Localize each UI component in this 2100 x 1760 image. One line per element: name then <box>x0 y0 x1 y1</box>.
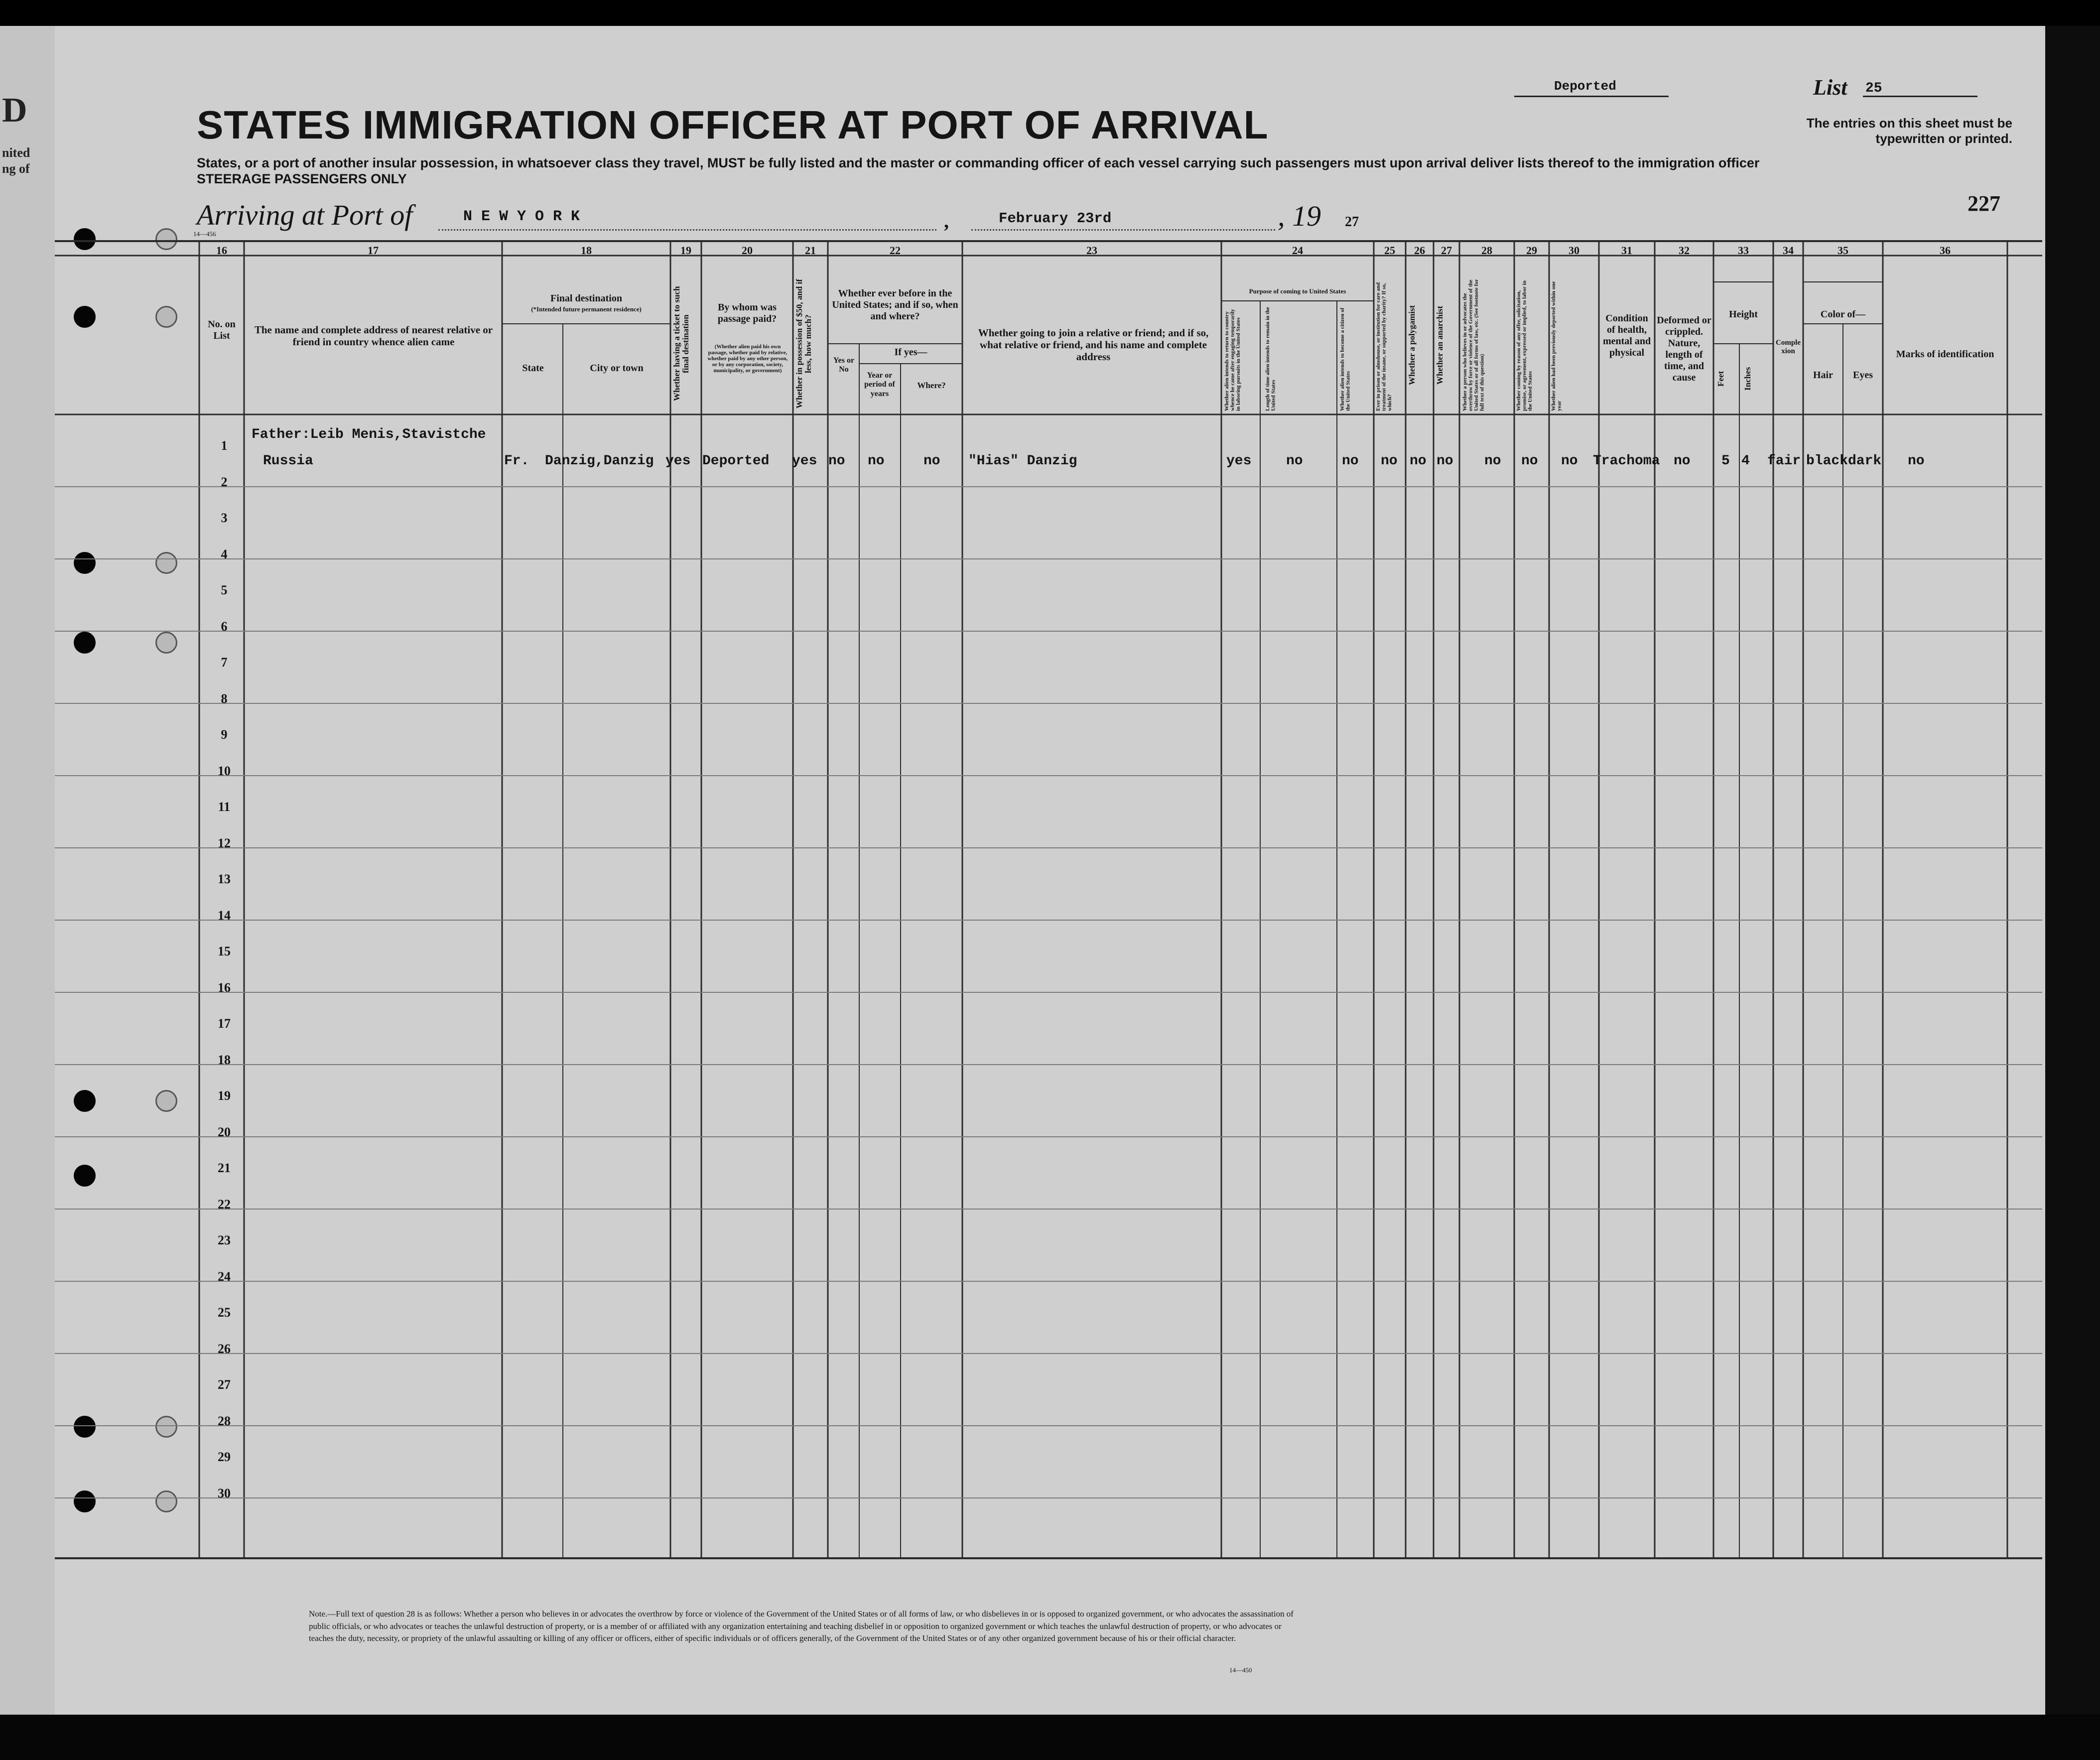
colnum-17: 17 <box>368 244 379 257</box>
entry-feet: 5 <box>1721 453 1730 469</box>
row-number: 17 <box>218 1016 231 1031</box>
row-number: 30 <box>218 1486 231 1500</box>
entry-citizen: no <box>1342 453 1359 469</box>
page-subtitle: States, or a port of another insular possession, in whatsoever class they travel, MUST be fully listed and the master or commanding officer of each vessel carrying such passengers must upon arrival deliver lists thereof to the immigration officer <box>197 155 1760 170</box>
row-number: 29 <box>218 1450 231 1464</box>
entry-deformed: no <box>1674 453 1691 469</box>
entry-inches: 4 <box>1741 453 1750 469</box>
row-number: 3 <box>221 511 228 525</box>
colnum-31: 31 <box>1621 244 1632 257</box>
footnote: Note.—Full text of question 28 is as follows: Whether a person who believes in or advocates the overthrow by force or violence of the Government of the United States or of all forms of law, or who disbelieves in or is opposed to organized government, or who advocates the assassination of public officials, or who advocates or teaches the unlawful destruction of property, or is a member of or affiliated with any organization entertaining and teaching disbelief in or opposition to organized government or which teaches the unlawful destruction of property, or who advocates or teaches the duty, necessity, or propriety of the unlawful assaulting or killing of any officer or officers, either of specific individuals or of officers generally, of the Government of the United States or of any other organized government because of his or their official character. <box>309 1609 1294 1643</box>
colnum-23: 23 <box>1086 244 1097 257</box>
row-number: 6 <box>221 619 228 634</box>
edge-text-1: nited <box>2 145 30 160</box>
row-number: 8 <box>221 691 228 706</box>
entry-relative-line2: Russia <box>263 453 313 469</box>
colnum-36: 36 <box>1940 244 1951 257</box>
colnum-24: 24 <box>1292 244 1303 257</box>
row-number: 14 <box>218 908 231 923</box>
arriving-label: Arriving at Port of <box>197 199 413 231</box>
entry-complexion: fair <box>1767 453 1801 469</box>
header-purpose-length: Length of time alien intends to remain in the United States <box>1265 307 1277 411</box>
entry-state: Fr. <box>504 453 529 469</box>
entry-overthrow: no <box>1484 453 1501 469</box>
entry-anarchist: no <box>1437 453 1453 469</box>
entry-money: yes <box>792 453 817 469</box>
entry-return: yes <box>1226 453 1252 469</box>
header-if-yes: If yes— <box>894 347 927 358</box>
port-value: N E W Y O R K <box>463 208 580 225</box>
header-inches: Inches <box>1743 367 1752 391</box>
row-number: 4 <box>221 546 228 561</box>
entry-joining: "Hias" Danzig <box>968 453 1077 469</box>
row-number: 11 <box>218 800 231 814</box>
instructions: The entries on this sheet must be typewritten or printed. <box>1806 116 2012 146</box>
entry-prison: no <box>1381 453 1398 469</box>
header-offer: Whether coming by reason of any offer, solicitation, promise, or agreement, expressed or implied, to labor in the United States <box>1516 280 1534 411</box>
header-relative: The name and complete address of nearest relative or friend in country whence alien came <box>254 324 493 348</box>
row-number: 2 <box>221 474 228 489</box>
header-height: Height <box>1729 309 1758 320</box>
header-joining: Whether going to join a relative or friend; and if so, what relative or friend, and his name and complete address <box>978 327 1209 363</box>
header-destination: Final destination <box>550 293 622 304</box>
entry-marks: no <box>1908 453 1925 469</box>
edge-letter: D <box>2 91 27 130</box>
entry-hair: black <box>1806 453 1848 469</box>
colnum-21: 21 <box>805 244 816 257</box>
entry-passage: Deported <box>702 453 770 469</box>
entry-eyes: dark <box>1848 453 1882 469</box>
header-before-us: Whether ever before in the United States; and if so, when and where? <box>832 288 958 322</box>
header-year: Year or period of years <box>864 371 895 398</box>
colnum-25: 25 <box>1384 244 1395 257</box>
colnum-22: 22 <box>890 244 901 257</box>
list-label: List <box>1813 75 1847 100</box>
colnum-26: 26 <box>1414 244 1425 257</box>
colnum-29: 29 <box>1526 244 1537 257</box>
header-state: State <box>522 363 544 374</box>
header-polygamist: Whether a polygamist <box>1407 305 1417 385</box>
header-passage: By whom was passage paid? <box>717 302 777 324</box>
row-number: 9 <box>221 727 228 742</box>
row-number: 16 <box>218 980 231 995</box>
row-number: 18 <box>218 1052 231 1067</box>
row-number: 15 <box>218 944 231 958</box>
row-number: 21 <box>218 1161 231 1175</box>
colnum-27: 27 <box>1441 244 1452 257</box>
header-deformed: Deformed or crippled. Nature, length of time, and cause <box>1657 315 1711 383</box>
header-purpose: Purpose of coming to United States <box>1249 287 1346 295</box>
year-suffix: 27 <box>1345 214 1359 230</box>
colnum-20: 20 <box>742 244 753 257</box>
header-health: Condition of health, mental and physical <box>1602 313 1651 358</box>
form-code: 14—456 <box>193 230 216 238</box>
header-eyes: Eyes <box>1853 370 1873 381</box>
header-where: Where? <box>917 381 946 390</box>
header-color: Color of— <box>1820 309 1866 320</box>
entry-health: Trachoma <box>1593 453 1660 469</box>
row-number: 25 <box>218 1305 231 1320</box>
colnum-28: 28 <box>1481 244 1492 257</box>
footnote-code: 14—450 <box>1229 1666 1252 1674</box>
row-number: 19 <box>218 1088 231 1103</box>
header-prison: Ever in prison or almshouse, or institution for care and treatment of the insane, or supported by charity? If so, which? <box>1375 282 1393 411</box>
comma: , <box>944 210 949 232</box>
colnum-33: 33 <box>1738 244 1749 257</box>
row-number: 7 <box>221 655 228 670</box>
entry-length: no <box>1286 453 1303 469</box>
header-deported: Whether alien had been previously deported within one year <box>1551 281 1563 411</box>
header-feet: Feet <box>1716 371 1725 387</box>
row-number: 24 <box>218 1269 231 1284</box>
entry-offer: no <box>1521 453 1538 469</box>
row-number: 23 <box>218 1233 231 1247</box>
header-anarchist: Whether an anarchist <box>1435 305 1444 385</box>
colnum-16: 16 <box>216 244 227 257</box>
row-number: 12 <box>218 835 231 850</box>
header-before-yesno: Yes or No <box>833 356 855 374</box>
entry-year: no <box>868 453 885 469</box>
entry-before: no <box>828 453 845 469</box>
edge-text-2: ng of <box>2 161 30 176</box>
header-complexion: Complexion <box>1776 339 1801 356</box>
row-number: 22 <box>218 1197 231 1212</box>
header-destination-note: (*Intended future permanent residence) <box>531 305 642 313</box>
row-number: 28 <box>218 1413 231 1428</box>
entry-polygamist: no <box>1410 453 1427 469</box>
row-number: 27 <box>218 1377 231 1392</box>
header-hair: Hair <box>1813 370 1833 381</box>
entry-relative-line1: Father:Leib Menis,Stavistche <box>252 427 486 442</box>
row-number: 13 <box>218 872 231 886</box>
row-number: 1 <box>221 438 228 453</box>
list-number: 25 <box>1865 81 1882 96</box>
status-value: Deported <box>1554 79 1616 94</box>
header-city: City or town <box>590 363 644 374</box>
header-purpose-citizen: Whether alien intends to become a citizen of the United States <box>1339 307 1351 411</box>
page-number: 227 <box>1968 191 2000 216</box>
page-subtitle-2: STEERAGE PASSENGERS ONLY <box>197 171 407 186</box>
row-number: 5 <box>221 583 228 597</box>
header-passage-note: (Whether alien paid his own passage, whether paid by relative, whether paid by any other person, or by any corporation, society, municipality, or government) <box>707 344 788 374</box>
year-prefix: , 19 <box>1278 200 1321 232</box>
header-marks: Marks of identification <box>1896 349 1994 360</box>
date-value: February 23rd <box>999 210 1112 227</box>
header-list-no: No. on List <box>208 319 236 341</box>
row-number: 26 <box>218 1341 231 1356</box>
row-number: 20 <box>218 1124 231 1139</box>
entry-city: Danzig,Danzig <box>545 453 654 469</box>
header-purpose-return: Whether alien intends to return to country whence he came after engaging temporarily in laboring pursuits in the United States <box>1224 309 1242 411</box>
header-money: Whether in possession of $50, and if less, how much? <box>794 279 813 408</box>
entry-deported: no <box>1561 453 1578 469</box>
colnum-19: 19 <box>680 244 691 257</box>
colnum-35: 35 <box>1838 244 1848 257</box>
colnum-18: 18 <box>581 244 592 257</box>
entry-ticket: yes <box>665 453 691 469</box>
colnum-34: 34 <box>1783 244 1794 257</box>
page-title: STATES IMMIGRATION OFFICER AT PORT OF ARRIVAL <box>197 103 1269 147</box>
row-number: 10 <box>218 763 231 778</box>
header-overthrow: Whether a person who believes in or advocates the overthrow by force or violence of the Government of the United States or of all forms of law, etc. (See footnote for full text of this question) <box>1462 279 1485 411</box>
header-ticket: Whether having a ticket to such final destination <box>672 286 690 402</box>
colnum-32: 32 <box>1679 244 1690 257</box>
entry-where: no <box>923 453 940 469</box>
colnum-30: 30 <box>1569 244 1579 257</box>
